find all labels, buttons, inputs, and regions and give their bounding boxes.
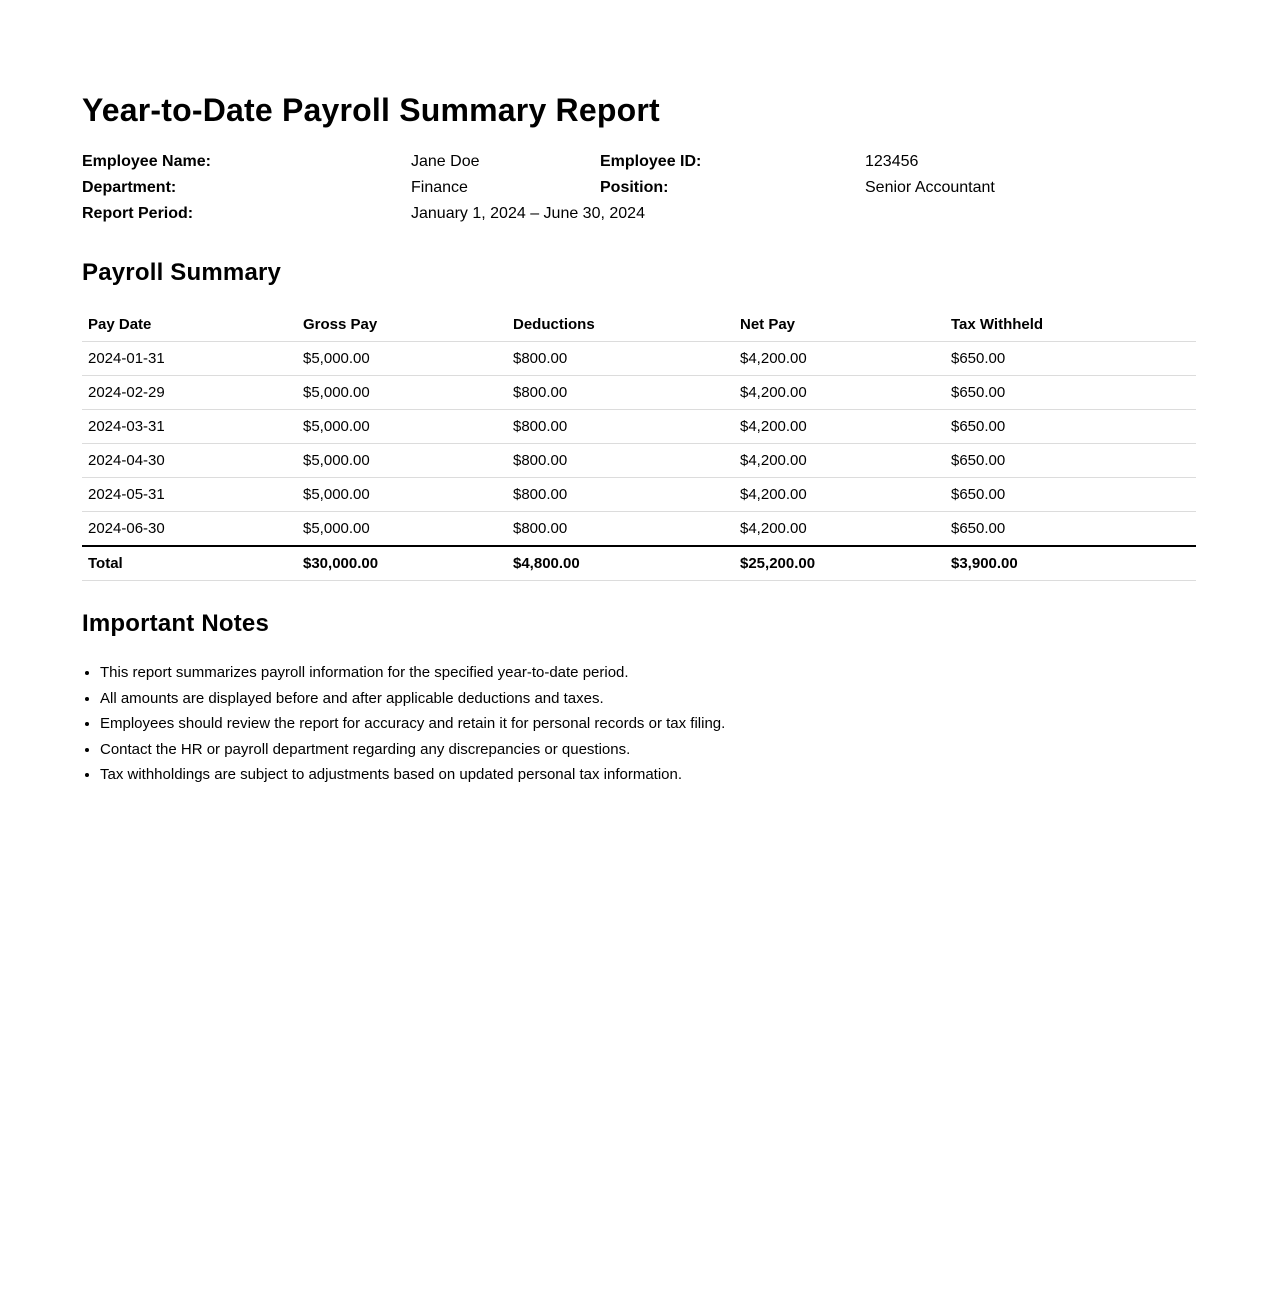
tax-withheld-cell: $650.00 bbox=[945, 376, 1196, 410]
gross-pay-cell: $5,000.00 bbox=[297, 512, 507, 547]
tax-withheld-cell: $650.00 bbox=[945, 444, 1196, 478]
pay-date-cell: 2024-05-31 bbox=[82, 478, 297, 512]
net-pay-cell: $4,200.00 bbox=[734, 478, 945, 512]
table-row bbox=[82, 512, 1196, 547]
total-deductions-cell: $4,800.00 bbox=[507, 546, 734, 581]
list-item: • All amounts are displayed before and after applicable deductions and taxes. bbox=[100, 686, 1200, 712]
department-label: Department: bbox=[82, 179, 177, 196]
tax-withheld-cell: $650.00 bbox=[945, 342, 1196, 376]
deductions-cell: $800.00 bbox=[507, 444, 734, 478]
table-row bbox=[82, 410, 1196, 444]
list-item: • Employees should review the report for accuracy and retain it for personal records or tax filing. bbox=[100, 711, 1200, 737]
table-header-row bbox=[82, 308, 1196, 342]
employee-id-value: 123456 bbox=[865, 153, 919, 170]
gross-pay-cell: $5,000.00 bbox=[297, 410, 507, 444]
net-pay-cell: $4,200.00 bbox=[734, 342, 945, 376]
gross-pay-cell: $5,000.00 bbox=[297, 342, 507, 376]
employee-name-value: Jane Doe bbox=[411, 153, 480, 170]
pay-date-cell: 2024-04-30 bbox=[82, 444, 297, 478]
pay-date-cell: 2024-01-31 bbox=[82, 342, 297, 376]
employee-info bbox=[82, 150, 1196, 228]
total-gross-pay-cell: $30,000.00 bbox=[297, 546, 507, 581]
gross-pay-cell: $5,000.00 bbox=[297, 478, 507, 512]
position-value: Senior Accountant bbox=[865, 179, 995, 196]
tax-withheld-cell: $650.00 bbox=[945, 410, 1196, 444]
net-pay-cell: $4,200.00 bbox=[734, 512, 945, 547]
employee-name-label: Employee Name: bbox=[82, 153, 211, 170]
report-period-label: Report Period: bbox=[82, 205, 194, 222]
page-title: Year-to-Date Payroll Summary Report bbox=[82, 92, 660, 128]
notes-list bbox=[82, 660, 1200, 788]
total-tax-withheld-cell: $3,900.00 bbox=[945, 546, 1196, 581]
deductions-cell: $800.00 bbox=[507, 376, 734, 410]
list-item: • This report summarizes payroll information for the specified year-to-date period. bbox=[100, 660, 1200, 686]
column-header-net-pay: Net Pay bbox=[734, 308, 945, 342]
department-value: Finance bbox=[411, 179, 468, 196]
important-notes-heading: Important Notes bbox=[82, 610, 270, 637]
list-item: • Contact the HR or payroll department regarding any discrepancies or questions. bbox=[100, 737, 1200, 763]
info-row-name bbox=[82, 150, 1196, 176]
info-row-department bbox=[82, 176, 1196, 202]
tax-withheld-cell: $650.00 bbox=[945, 512, 1196, 547]
report-period-value: January 1, 2024 – June 30, 2024 bbox=[411, 205, 645, 222]
total-label-cell: Total bbox=[82, 546, 297, 581]
column-header-tax-withheld: Tax Withheld bbox=[945, 308, 1196, 342]
payroll-summary-heading: Payroll Summary bbox=[82, 259, 282, 286]
column-header-pay-date: Pay Date bbox=[82, 308, 297, 342]
deductions-cell: $800.00 bbox=[507, 410, 734, 444]
payroll-table bbox=[82, 308, 1196, 581]
pay-date-cell: 2024-02-29 bbox=[82, 376, 297, 410]
net-pay-cell: $4,200.00 bbox=[734, 410, 945, 444]
table-row bbox=[82, 444, 1196, 478]
gross-pay-cell: $5,000.00 bbox=[297, 376, 507, 410]
column-header-deductions: Deductions bbox=[507, 308, 734, 342]
tax-withheld-cell: $650.00 bbox=[945, 478, 1196, 512]
net-pay-cell: $4,200.00 bbox=[734, 376, 945, 410]
deductions-cell: $800.00 bbox=[507, 478, 734, 512]
total-net-pay-cell: $25,200.00 bbox=[734, 546, 945, 581]
total-row bbox=[82, 546, 1196, 581]
position-label: Position: bbox=[600, 179, 669, 196]
table-row bbox=[82, 478, 1196, 512]
info-row-period bbox=[82, 202, 1196, 228]
deductions-cell: $800.00 bbox=[507, 512, 734, 547]
table-row bbox=[82, 342, 1196, 376]
employee-id-label: Employee ID: bbox=[600, 153, 702, 170]
list-item: • Tax withholdings are subject to adjustments based on updated personal tax information. bbox=[100, 762, 1200, 788]
pay-date-cell: 2024-03-31 bbox=[82, 410, 297, 444]
gross-pay-cell: $5,000.00 bbox=[297, 444, 507, 478]
column-header-gross-pay: Gross Pay bbox=[297, 308, 507, 342]
net-pay-cell: $4,200.00 bbox=[734, 444, 945, 478]
pay-date-cell: 2024-06-30 bbox=[82, 512, 297, 547]
deductions-cell: $800.00 bbox=[507, 342, 734, 376]
table-row bbox=[82, 376, 1196, 410]
